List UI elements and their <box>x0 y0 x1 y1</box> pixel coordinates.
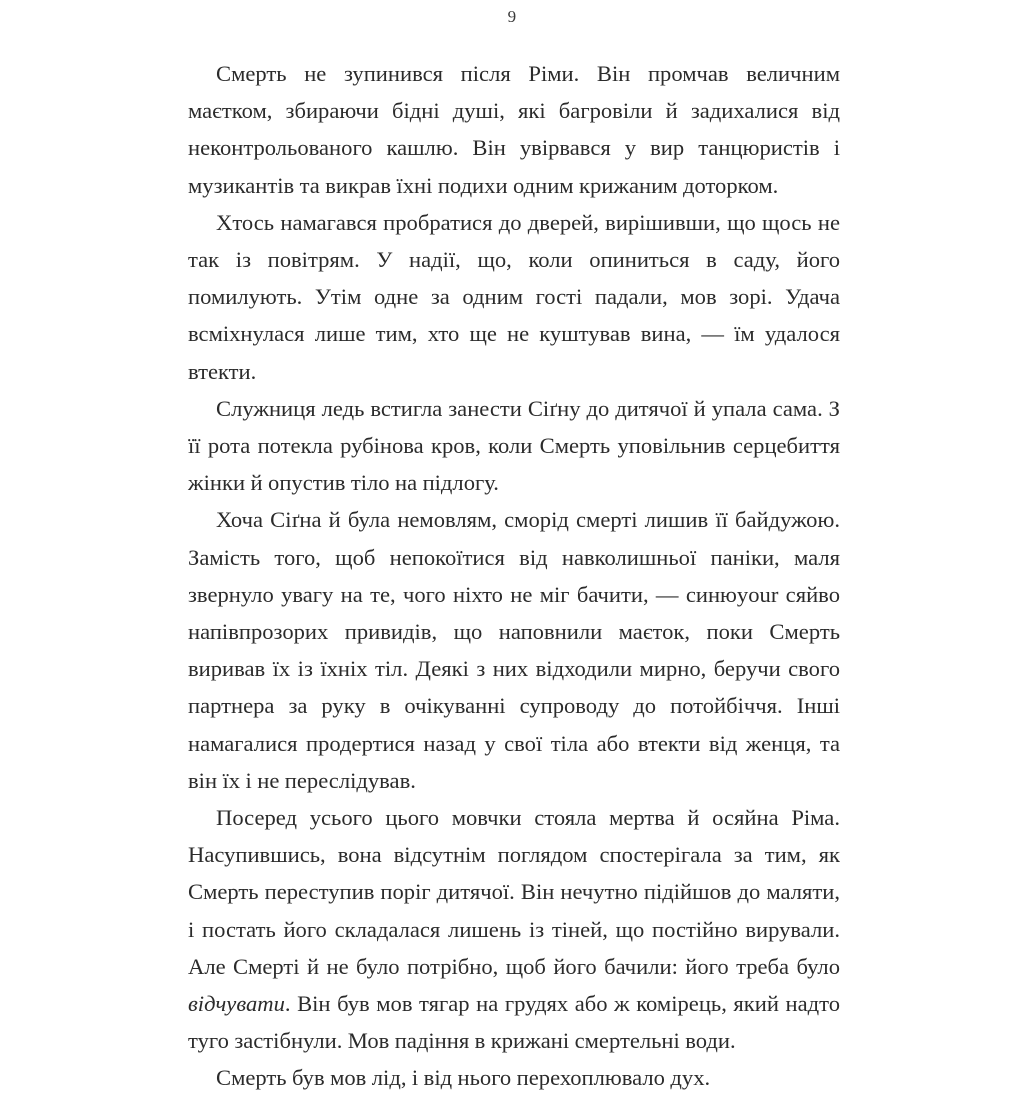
emphasized-word: відчувати <box>188 991 285 1017</box>
paragraph: Смерть не зупинився після Ріми. Він промчав величним маєтком, збираючи бідні душі, які багровіли й задихалися від неконтрольованого кашлю. Він увірвався у вир танцюристів і музикантів та викрав їхні подихи одним крижаним доторком. <box>188 61 840 198</box>
paragraph: Хтось намагався пробратися до дверей, вирішивши, що щось не так із повітрям. У надії, що, коли опиниться в саду, його помилують. Утім одне за одним гості падали, мов зорі. Удача всміхнулася лише тим, хто ще не куштував вина, — їм удалося втекти. <box>188 209 840 384</box>
paragraph: Служниця ледь встигла занести Сіґну до дитячої й упала сама. З її рота потекла рубінова кров, коли Смерть уповільнив серцебиття жінки й опустив тіло на підлогу. <box>188 395 840 496</box>
paragraph: Хоча Сіґна й була немовлям, сморід смерті лишив її байдужою. Замість того, щоб непокоїтися від навколишньої паніки, маля звернуло увагу на те, чого ніхто не міг бачити, — синюyour сяйво напівпрозорих привидів, що наповнили маєток, поки Смерть виривав їх із їхніх тіл. Деякі з них відходили мирно, беручи свого партнера за руку в очікуванні супроводу до потойбіччя. Інші намагалися продертися назад у свої тіла або втекти від женця, та він їх і не переслідував. <box>188 507 840 793</box>
body-text-block <box>188 55 840 1097</box>
paragraph: Смерть був мов лід, і від нього перехоплювало дух. <box>216 1065 711 1091</box>
page-number: 9 <box>507 7 517 26</box>
paragraph: Посеред усього цього мовчки стояла мертва й осяйна Ріма. Насупившись, вона відсутнім поглядом спостерігала за тим, як Смерть переступив поріг дитячої. Він нечутно підійшов до маляти, і постать його складалася лишень із тіней, що постійно вирували. Але Смерті й не було потрібно, щоб його бачили: його треба було відчувати. Він був мов тягар на грудях або ж комірець, який надто туго застібнули. Мов падіння в крижані смертельні води. <box>188 805 840 1054</box>
